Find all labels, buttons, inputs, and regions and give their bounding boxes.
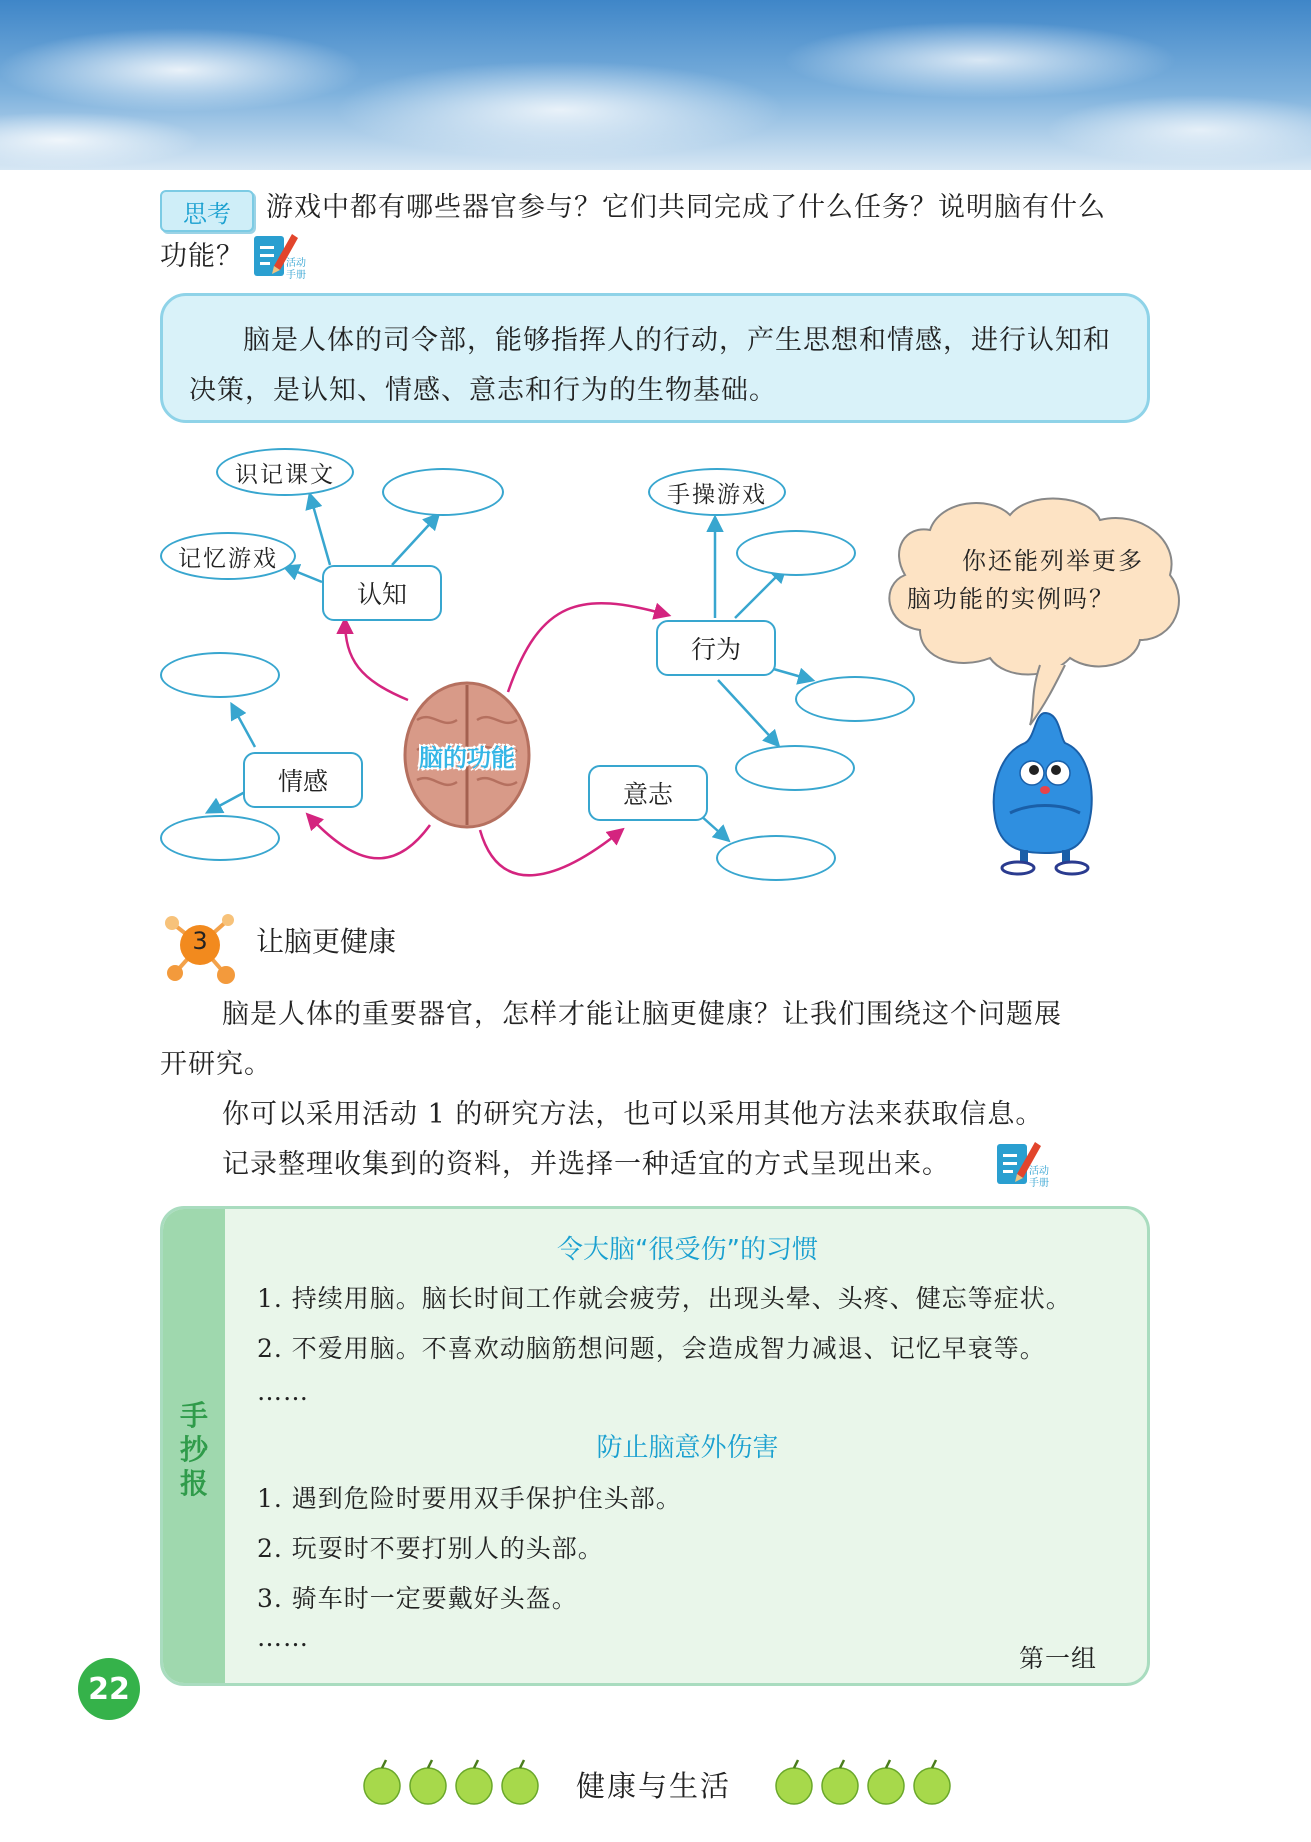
section-paragraph-2: 你可以采用活动 1 的研究方法，也可以采用其他方法来获取信息。 [222,1099,1044,1130]
cognition-example-2: 记忆游戏 [160,532,296,580]
emotion-blank-2[interactable] [160,815,280,861]
cognition-example-1: 识记课文 [216,448,354,496]
brain-summary-text: 脑是人体的司令部，能够指挥人的行动，产生思想和情感，进行认知和决策，是认知、情感、意志和行为的生物基础。 [189,325,1111,406]
poster-item-2-2: 2. 玩耍时不要打别人的头部。 [257,1534,604,1563]
think-question-line2: 功能？ [160,241,244,272]
footer-title: 健康与生活 [576,1769,732,1803]
will-blank-1[interactable] [716,835,836,881]
activity-manual-label-1: 活动 [286,258,306,269]
page-number: 22 [78,1658,140,1720]
brain-illustration [402,680,532,830]
activity-manual-label-2: 手册 [286,270,306,281]
speech-line-1: 你还能列举更多 [962,547,1144,575]
mascot-character [980,708,1110,878]
section-paragraph-3: 记录整理收集到的资料，并选择一种适宜的方式呈现出来。 [222,1149,950,1180]
behavior-example-1: 手操游戏 [648,468,786,516]
section-paragraph-1-line1: 脑是人体的重要器官，怎样才能让脑更健康？让我们围绕这个问题展 [222,999,1062,1030]
node-will: 意志 [588,765,708,821]
poster-item-1-1: 1. 持续用脑。脑长时间工作就会疲劳，出现头晕、头疼、健忘等症状。 [257,1284,1072,1313]
node-cognition: 认知 [322,565,442,621]
node-emotion: 情感 [243,752,363,808]
section-title: 让脑更健康 [256,925,397,958]
behavior-blank-3[interactable] [735,745,855,791]
activity-manual-label-2b: 手册 [1029,1178,1049,1189]
poster-item-2-1: 1. 遇到危险时要用双手保护住头部。 [257,1484,682,1513]
poster-ellipsis-2: …… [257,1623,309,1652]
cognition-blank-1[interactable] [382,468,504,516]
behavior-blank-1[interactable] [736,530,856,576]
poster-group-label: 第一组 [1019,1644,1098,1673]
poster-heading-1: 令大脑“很受伤”的习惯 [557,1235,818,1265]
emotion-blank-1[interactable] [160,652,280,698]
section-number: 3 [192,927,208,955]
node-behavior: 行为 [656,620,776,676]
think-badge: 思考 [160,190,254,232]
section-paragraph-1-line2: 开研究。 [160,1049,272,1080]
poster-side-label: 手抄报 [179,1399,208,1500]
poster-item-1-2: 2. 不爱用脑。不喜欢动脑筋想问题，会造成智力减退、记忆早衰等。 [257,1334,1046,1363]
section-number-icon [160,905,240,985]
think-question-line1: 游戏中都有哪些器官参与？它们共同完成了什么任务？说明脑有什么 [266,192,1106,223]
activity-manual-icon-2[interactable] [995,1138,1053,1196]
poster-item-2-3: 3. 骑车时一定要戴好头盔。 [257,1584,578,1613]
handwritten-poster-box [160,1206,1150,1686]
poster-ellipsis-1: …… [257,1377,309,1406]
activity-manual-label-1b: 活动 [1029,1166,1049,1177]
speech-line-2: 脑功能的实例吗？ [907,585,1115,613]
brain-center-label: 脑的功能 [419,744,515,772]
poster-heading-2: 防止脑意外伤害 [596,1433,779,1463]
